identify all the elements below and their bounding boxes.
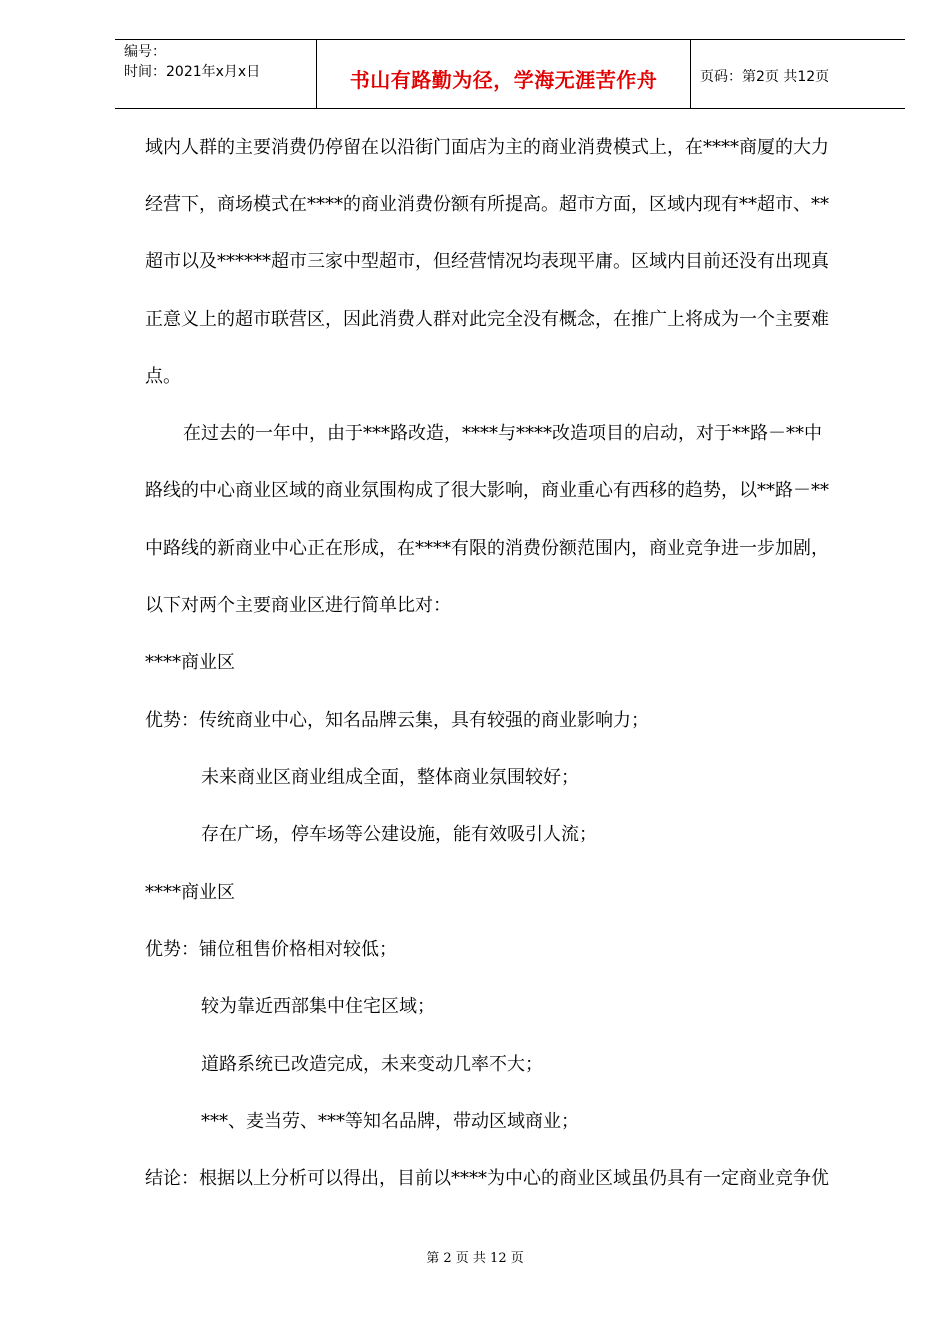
section-heading: ****商业区 xyxy=(145,652,235,673)
page-info: 页码：第2页 共12页 xyxy=(700,69,830,85)
header-meta-cell xyxy=(115,40,315,108)
number-label: 编号： xyxy=(124,44,166,60)
body-line: 优势：传统商业中心，知名品牌云集，具有较强的商业影响力； xyxy=(145,710,649,731)
body-line: 路线的中心商业区域的商业氛围构成了很大影响，商业重心有西移的趋势，以**路－** xyxy=(145,480,829,501)
body-line: 超市以及******超市三家中型超市，但经营情况均表现平庸。区域内目前还没有出现真 xyxy=(145,251,829,272)
section-heading: ****商业区 xyxy=(145,882,235,903)
motto: 书山有路勤为径，学海无涯苦作舟 xyxy=(349,68,658,92)
header-motto-cell xyxy=(316,40,691,108)
body-line: 中路线的新商业中心正在形成，在****有限的消费份额范围内，商业竞争进一步加剧， xyxy=(145,538,829,559)
body-line: 经营下，商场模式在****的商业消费份额有所提高。超市方面，区域内现有**超市、** xyxy=(145,194,829,215)
page-footer: 第 2 页 共 12 页 xyxy=(426,1251,524,1266)
body-line: 道路系统已改造完成，未来变动几率不大； xyxy=(201,1054,543,1075)
time-label: 时间：2021年x月x日 xyxy=(124,64,261,80)
body-line: ***、麦当劳、***等知名品牌，带动区域商业； xyxy=(201,1111,579,1132)
body-line: 正意义上的超市联营区，因此消费人群对此完全没有概念，在推广上将成为一个主要难 xyxy=(145,309,829,330)
body-line: 点。 xyxy=(145,366,181,387)
body-line: 存在广场，停车场等公建设施，能有效吸引人流； xyxy=(201,824,597,845)
body-line: 优势：铺位租售价格相对较低； xyxy=(145,939,397,960)
body-line: 未来商业区商业组成全面，整体商业氛围较好； xyxy=(201,767,579,788)
document-header xyxy=(115,39,905,109)
body-line: 较为靠近西部集中住宅区域； xyxy=(201,996,435,1017)
header-page-cell xyxy=(691,40,905,108)
body-line: 在过去的一年中，由于***路改造，****与****改造项目的启动，对于**路－**中 xyxy=(183,423,822,444)
body-line: 域内人群的主要消费仍停留在以沿街门面店为主的商业消费模式上，在****商厦的大力 xyxy=(145,137,829,158)
body-line: 结论：根据以上分析可以得出，目前以****为中心的商业区域虽仍具有一定商业竞争优 xyxy=(145,1168,829,1189)
body-line: 以下对两个主要商业区进行简单比对： xyxy=(145,595,451,616)
